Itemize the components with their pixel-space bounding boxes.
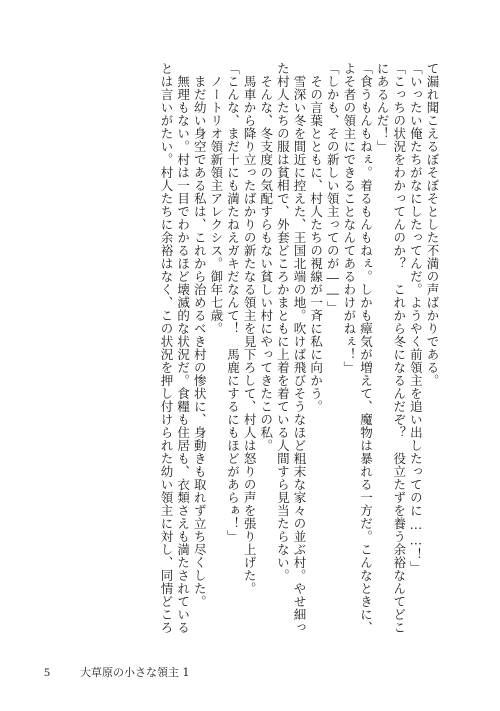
text-line: 「いったい俺たちがなにしたってんだ。ようやく前領主を追い出したってのに……！」 [408,62,424,574]
text-line: 「こっちの状況をわかってんのか？ これから冬になるんだぞ？ 役立たずを養う余裕なんてどこ [391,62,407,634]
text-line: にあるんだ！」 [375,62,391,153]
text-line: その言葉とともに、村人たちの視線が一斉に私に向かう。 [308,62,324,413]
page-footer [44,664,190,680]
text-line: 「こんな、まだ十にも満たねえガキだなんて！ 馬鹿にするにもほどがあらぁ！」 [225,62,241,543]
text-line: とは言いがたい。村人たちに余裕はなく、この状況を押し付けられた幼い領主に対し、同情どころ [159,62,174,634]
text-line: 馬車から降り立ったばかりの新たなる領主を見下ろして、村人は怒りの声を張り上げた。 [242,62,258,595]
text-line: そんな、冬支度の気配すらもない貧しい村にやってきたこの私。 [258,62,274,452]
text-line: 「しかも、その新しい領主ってのが――」 [325,62,341,314]
text-line: 雪深い冬を間近に控えた、王国北端の地。吹けば飛びそうなほど粗末な家々の並ぶ村。やせ細っ [292,62,307,634]
text-line: 「食うもんもねぇ。着るもんもねぇ。しかも瘴気が増えて、魔物は暴れる一方だ。こんなときに、 [358,62,374,634]
text-line: た村人たちの服は貧相で、外套どころかまともに上着を着ている人間すら見当たらない。 [275,62,291,582]
text-line: て漏れ聞こえるぼそぼそとした不満の声ばかりである。 [425,62,440,387]
vertical-text-block [157,62,440,632]
text-line: 無理もない。村は一目でわかるほど壊滅的な状況だ。食糧も住居も、衣類さえも満たされている [175,62,191,634]
book-title: 大草原の小さな領主 1 [80,666,190,679]
text-line: ノートリオ領新領主アレクシス。御年七歳。 [208,62,224,335]
page-number: 5 [44,665,50,679]
text-line: まだ幼い身空である私は、これから治めるべき村の惨状に、身動きも取れず立ち尽くした。 [192,62,208,608]
text-line: よそ者の領主にできることなんてあるわけがねぇ！」 [341,62,357,374]
